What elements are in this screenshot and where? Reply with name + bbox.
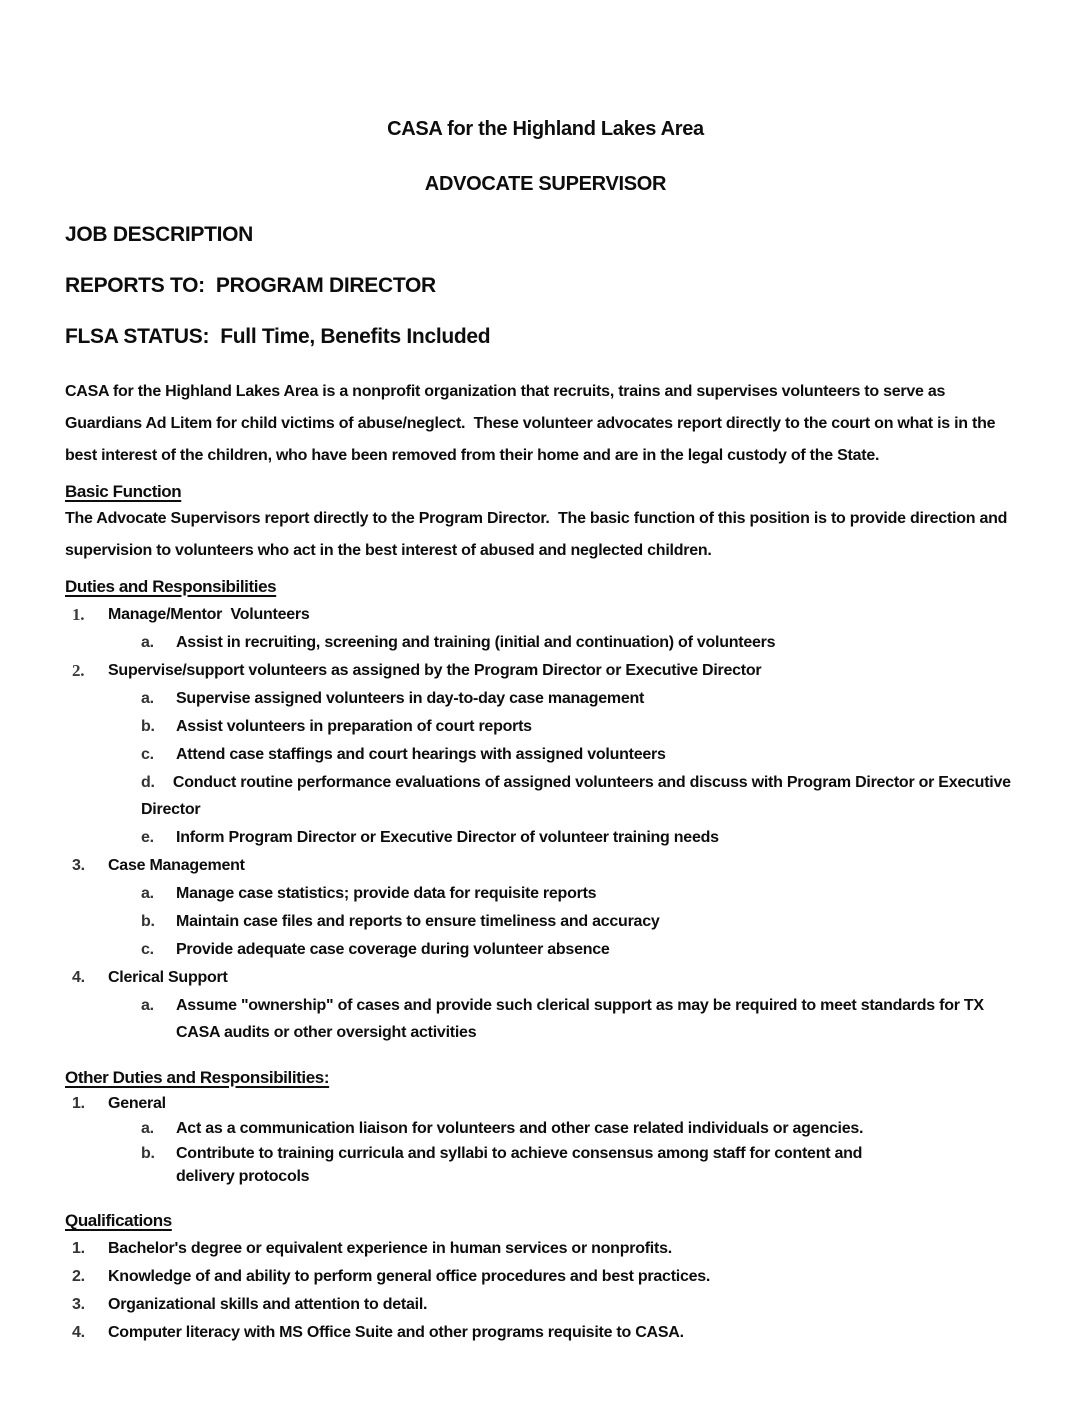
list-marker: a. — [141, 690, 154, 707]
list-item-text: Maintain case files and reports to ensure timeliness and accuracy — [176, 913, 660, 930]
list-marker: b. — [141, 1145, 155, 1162]
list-marker: 2. — [72, 1268, 85, 1285]
list-marker: 3. — [72, 1296, 85, 1313]
list-marker: a. — [141, 885, 154, 902]
list-marker: 1. — [72, 1240, 85, 1257]
list-item-text: Attend case staffings and court hearings with assigned volunteers — [176, 746, 666, 763]
document-subtitle: ADVOCATE SUPERVISOR — [424, 173, 667, 195]
list-marker: 1. — [72, 605, 85, 624]
list-item-text: Clerical Support — [108, 969, 228, 986]
list-marker: 4. — [72, 969, 85, 986]
intro-paragraph: CASA for the Highland Lakes Area is a nonprofit organization that recruits, trains and supervises volunteers to serve as Guardians Ad Litem for child victims of abuse/neglect. These volunteer advocates report directly to the court on what is in the best interest of the children, who have been removed from their home and are in the legal custody of the State. — [65, 383, 1000, 464]
list-marker: e. — [141, 829, 154, 846]
list-marker: b. — [141, 913, 155, 930]
list-item-text: Inform Program Director or Executive Director of volunteer training needs — [176, 829, 719, 846]
other-duties-list — [65, 1092, 1026, 1188]
duties-list — [65, 601, 1026, 1046]
basic-function-heading: Basic Function — [65, 482, 182, 501]
document-title: CASA for the Highland Lakes Area — [387, 118, 704, 140]
reports-to-line: REPORTS TO: PROGRAM DIRECTOR — [65, 274, 436, 297]
list-marker: a. — [141, 634, 154, 651]
list-item-text: Case Management — [108, 857, 245, 874]
list-item-text: Computer literacy with MS Office Suite and other programs requisite to CASA. — [108, 1324, 684, 1341]
list-marker: c. — [141, 941, 154, 958]
list-marker: d. — [141, 774, 155, 791]
list-item — [65, 1263, 1026, 1290]
list-marker: 1. — [72, 1095, 85, 1112]
list-item-text: Bachelor's degree or equivalent experience in human services or nonprofits. — [108, 1240, 672, 1257]
list-item-text: Assume "ownership" of cases and provide such clerical support as may be required to meet standards for TX CASA audits or other oversight activities — [176, 997, 989, 1041]
qualifications-heading: Qualifications — [65, 1211, 172, 1230]
list-item — [65, 741, 1026, 768]
flsa-status-line: FLSA STATUS: Full Time, Benefits Included — [65, 325, 491, 348]
list-item — [65, 685, 1026, 712]
list-item-text: Assist volunteers in preparation of court reports — [176, 718, 532, 735]
list-marker: a. — [141, 997, 154, 1014]
list-item-text: Supervise/support volunteers as assigned by the Program Director or Executive Director — [108, 662, 762, 679]
list-item-text: Manage/Mentor Volunteers — [108, 606, 310, 623]
list-item — [65, 1117, 1026, 1140]
qualifications-list — [65, 1235, 1026, 1346]
list-item — [65, 824, 1026, 851]
other-duties-heading: Other Duties and Responsibilities: — [65, 1068, 330, 1087]
list-item — [65, 964, 1026, 991]
list-marker: 3. — [72, 857, 85, 874]
list-item — [65, 852, 1026, 879]
list-item — [65, 769, 1026, 823]
list-item — [65, 629, 1026, 656]
list-item-text: Provide adequate case coverage during volunteer absence — [176, 941, 610, 958]
list-item-text: Organizational skills and attention to detail. — [108, 1296, 428, 1313]
list-item-text: Conduct routine performance evaluations of assigned volunteers and discuss with Program Director or Executive Director — [141, 774, 1015, 818]
job-description-heading: JOB DESCRIPTION — [65, 223, 254, 246]
list-item-text: Supervise assigned volunteers in day-to-day case management — [176, 690, 645, 707]
list-item — [65, 1235, 1026, 1262]
list-item — [65, 601, 1026, 628]
list-marker: b. — [141, 718, 155, 735]
list-item — [65, 992, 1026, 1046]
duties-heading: Duties and Responsibilities — [65, 577, 277, 596]
list-item-text: General — [108, 1095, 166, 1112]
list-item — [65, 657, 1026, 684]
basic-function-body: The Advocate Supervisors report directly to the Program Director. The basic function of this position is to provide direction and supervision to volunteers who act in the best interest of abused and neglected children. — [65, 510, 1012, 559]
list-item — [65, 908, 1026, 935]
list-item — [65, 1142, 1026, 1188]
list-item-text: Assist in recruiting, screening and training (initial and continuation) of volunteers — [176, 634, 776, 651]
list-marker: 4. — [72, 1324, 85, 1341]
list-item — [65, 880, 1026, 907]
list-item-text: Act as a communication liaison for volunteers and other case related individuals or agencies. — [176, 1120, 864, 1137]
list-item — [65, 713, 1026, 740]
list-item-text: Contribute to training curricula and syllabi to achieve consensus among staff for content and delivery protocols — [176, 1145, 867, 1185]
list-item — [65, 1291, 1026, 1318]
list-marker: 2. — [72, 661, 85, 680]
list-item — [65, 1319, 1026, 1346]
list-item — [65, 1092, 1026, 1115]
list-item — [65, 936, 1026, 963]
list-item-text: Knowledge of and ability to perform general office procedures and best practices. — [108, 1268, 711, 1285]
list-item-text: Manage case statistics; provide data for requisite reports — [176, 885, 597, 902]
list-marker: a. — [141, 1120, 154, 1137]
list-marker: c. — [141, 746, 154, 763]
